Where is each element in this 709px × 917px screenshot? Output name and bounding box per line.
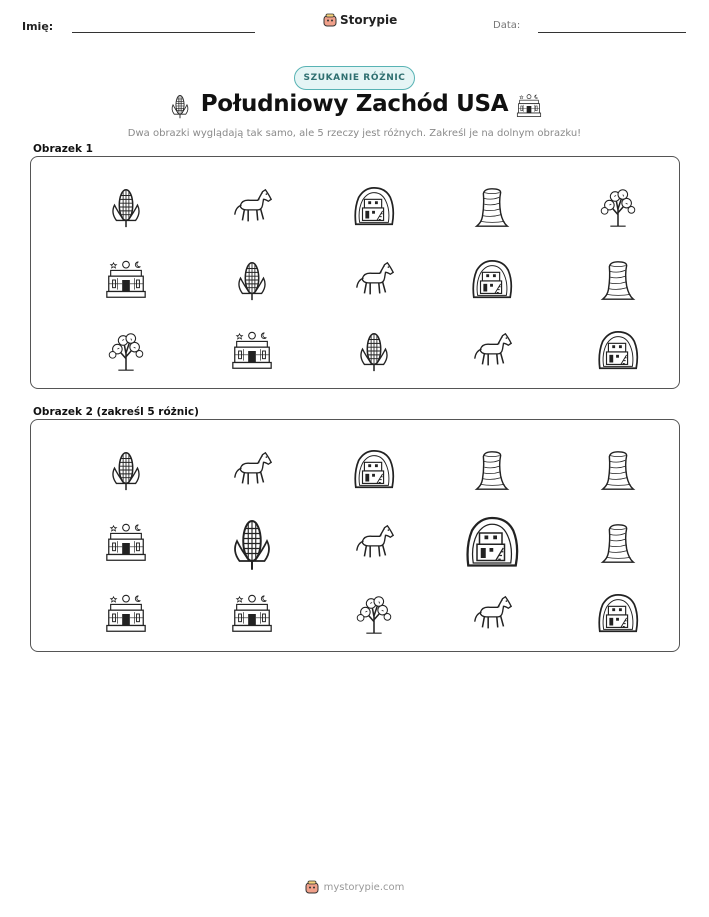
picture-item[interactable] <box>96 584 156 644</box>
picture-item[interactable] <box>222 584 282 644</box>
storypie-logo-icon <box>323 13 337 27</box>
rock-butte-icon <box>595 520 641 566</box>
panel-1-label: Obrazek 1 <box>33 143 93 155</box>
cliff-dwelling-icon <box>351 447 397 493</box>
pueblo-icon <box>103 520 149 566</box>
rock-butte-icon <box>595 447 641 493</box>
picture-item[interactable] <box>222 440 282 500</box>
horse-icon <box>469 591 515 637</box>
pueblo-icon <box>103 591 149 637</box>
corn-icon <box>351 328 397 374</box>
picture-item <box>222 177 282 237</box>
picture-item <box>344 321 404 381</box>
picture-panel-2[interactable] <box>30 419 680 652</box>
footer-url: mystorypie.com <box>323 881 405 893</box>
cliff-dwelling-icon <box>595 591 641 637</box>
cliff-dwelling-icon <box>462 506 522 580</box>
pueblo-icon-glyph <box>515 92 543 120</box>
picture-item <box>344 177 404 237</box>
picture-item[interactable] <box>462 440 522 500</box>
picture-item <box>222 321 282 381</box>
footer <box>0 880 709 894</box>
horse-icon <box>351 520 397 566</box>
corn-icon <box>103 447 149 493</box>
picture-item[interactable] <box>588 513 648 573</box>
picture-item <box>462 250 522 310</box>
brand-name: Storypie <box>340 13 398 27</box>
picture-item[interactable] <box>96 513 156 573</box>
picture-item <box>462 177 522 237</box>
picture-item <box>588 321 648 381</box>
picture-item <box>96 177 156 237</box>
picture-item[interactable] <box>222 513 282 573</box>
picture-item[interactable] <box>462 513 522 573</box>
cliff-dwelling-icon <box>595 328 641 374</box>
rock-butte-icon <box>469 447 515 493</box>
picture-item <box>344 250 404 310</box>
picture-item <box>96 250 156 310</box>
storypie-logo-icon <box>305 880 319 894</box>
picture-item <box>462 321 522 381</box>
rock-butte-icon <box>469 184 515 230</box>
name-label: Imię: <box>22 20 54 33</box>
page-title: Południowy Zachód USA <box>200 91 509 117</box>
activity-badge: SZUKANIE RÓŻNIC <box>294 66 415 90</box>
picture-item[interactable] <box>344 440 404 500</box>
cliff-dwelling-icon <box>469 257 515 303</box>
picture-item <box>588 250 648 310</box>
instructions: Dwa obrazki wyglądają tak samo, ale 5 rzeczy jest różnych. Zakreśl je na dolnym obrazku! <box>127 128 582 139</box>
horse-icon <box>351 257 397 303</box>
picture-item[interactable] <box>462 584 522 644</box>
picture-item[interactable] <box>588 440 648 500</box>
horse-icon <box>229 447 275 493</box>
tree-icon <box>595 184 641 230</box>
picture-item[interactable] <box>588 584 648 644</box>
cliff-dwelling-icon <box>351 184 397 230</box>
picture-item[interactable] <box>344 513 404 573</box>
tree-icon <box>351 591 397 637</box>
picture-item <box>96 321 156 381</box>
date-field[interactable] <box>538 32 686 33</box>
rock-butte-icon <box>595 257 641 303</box>
panel-2-label: Obrazek 2 (zakreśl 5 różnic) <box>33 406 199 418</box>
horse-icon <box>229 184 275 230</box>
tree-icon <box>103 328 149 374</box>
date-label: Data: <box>493 20 521 31</box>
pueblo-icon <box>229 328 275 374</box>
picture-item <box>588 177 648 237</box>
pueblo-icon <box>515 92 543 124</box>
picture-item[interactable] <box>344 584 404 644</box>
brand-logo <box>323 13 397 27</box>
horse-icon <box>469 328 515 374</box>
picture-item <box>222 250 282 310</box>
picture-panel-1 <box>30 156 680 389</box>
picture-item[interactable] <box>96 440 156 500</box>
pueblo-icon <box>103 257 149 303</box>
pueblo-icon <box>229 591 275 637</box>
corn-icon <box>222 509 282 578</box>
corn-icon <box>229 257 275 303</box>
corn-icon <box>103 184 149 230</box>
name-field[interactable] <box>72 32 255 33</box>
